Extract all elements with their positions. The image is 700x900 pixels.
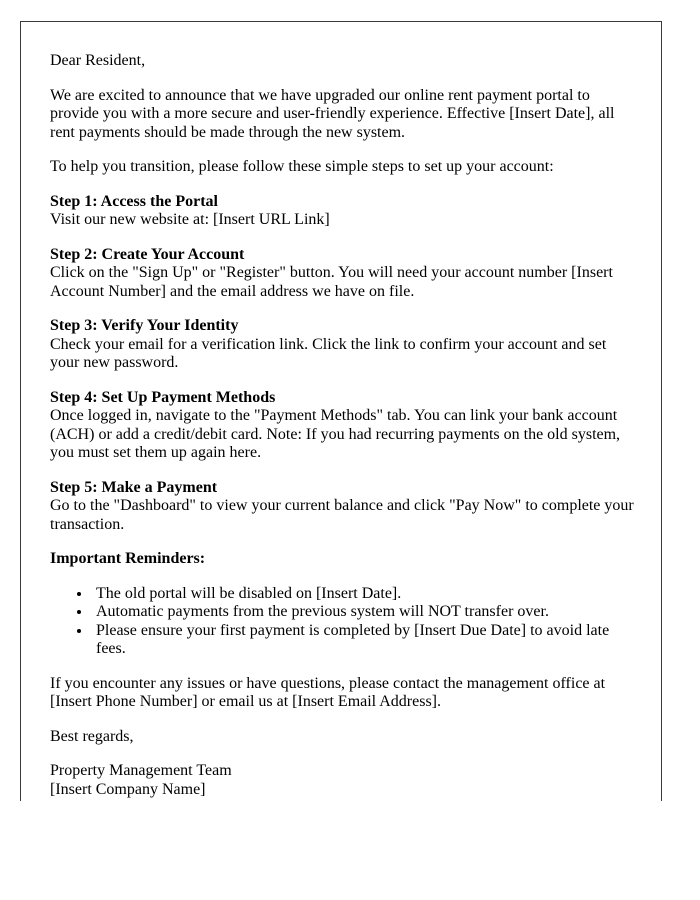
step-1-title: Step 1: Access the Portal [50, 192, 218, 210]
step-4-title: Step 4: Set Up Payment Methods [50, 388, 276, 406]
step-5-body: Go to the "Dashboard" to view your current balance and click "Pay Now" to complete your transaction. [50, 497, 634, 533]
step-1 [50, 193, 635, 230]
reminder-item: • The old portal will be disabled on [Insert Date]. [92, 585, 635, 604]
step-1-body: Visit our new website at: [Insert URL Link] [50, 211, 330, 228]
closing: Best regards, [50, 727, 134, 745]
transition-paragraph: To help you transition, please follow these simple steps to set up your account: [50, 158, 554, 175]
signature-block [50, 762, 635, 799]
step-5-title: Step 5: Make a Payment [50, 478, 218, 496]
step-3-body: Check your email for a verification link. Click the link to confirm your account and set your new password. [50, 335, 607, 371]
letter-page-border [20, 21, 662, 801]
contact-paragraph: If you encounter any issues or have questions, please contact the management office at [Insert Phone Number] or email us at [Insert Email Address]. [50, 674, 606, 710]
step-2 [50, 246, 635, 302]
salutation: Dear Resident, [50, 52, 146, 69]
reminders-list [50, 585, 635, 659]
intro-paragraph: We are excited to announce that we have upgraded our online rent payment portal to provide you with a more secure and user-friendly experience. Effective [Insert Date], all rent payments should be made through the new system. [50, 86, 615, 141]
step-5 [50, 479, 635, 535]
signature-company: [Insert Company Name] [50, 780, 206, 798]
signature-team: Property Management Team [50, 762, 232, 779]
step-3 [50, 317, 635, 373]
reminder-item: • Please ensure your first payment is completed by [Insert Due Date] to avoid late fees. [92, 622, 635, 659]
step-4 [50, 389, 635, 463]
reminders-heading: Important Reminders: [50, 550, 206, 567]
step-3-title: Step 3: Verify Your Identity [50, 317, 239, 334]
letter-content [21, 22, 661, 799]
step-4-body: Once logged in, navigate to the "Payment Methods" tab. You can link your bank account (ACH) or add a credit/debit card. Note: If you had recurring payments on the old system, you must set them up again here. [50, 407, 621, 461]
reminder-item: • Automatic payments from the previous system will NOT transfer over. [92, 603, 635, 622]
step-2-body: Click on the "Sign Up" or "Register" button. You will need your account number [Insert Account Number] and the email address we have on file. [50, 264, 613, 300]
step-2-title: Step 2: Create Your Account [50, 245, 245, 263]
